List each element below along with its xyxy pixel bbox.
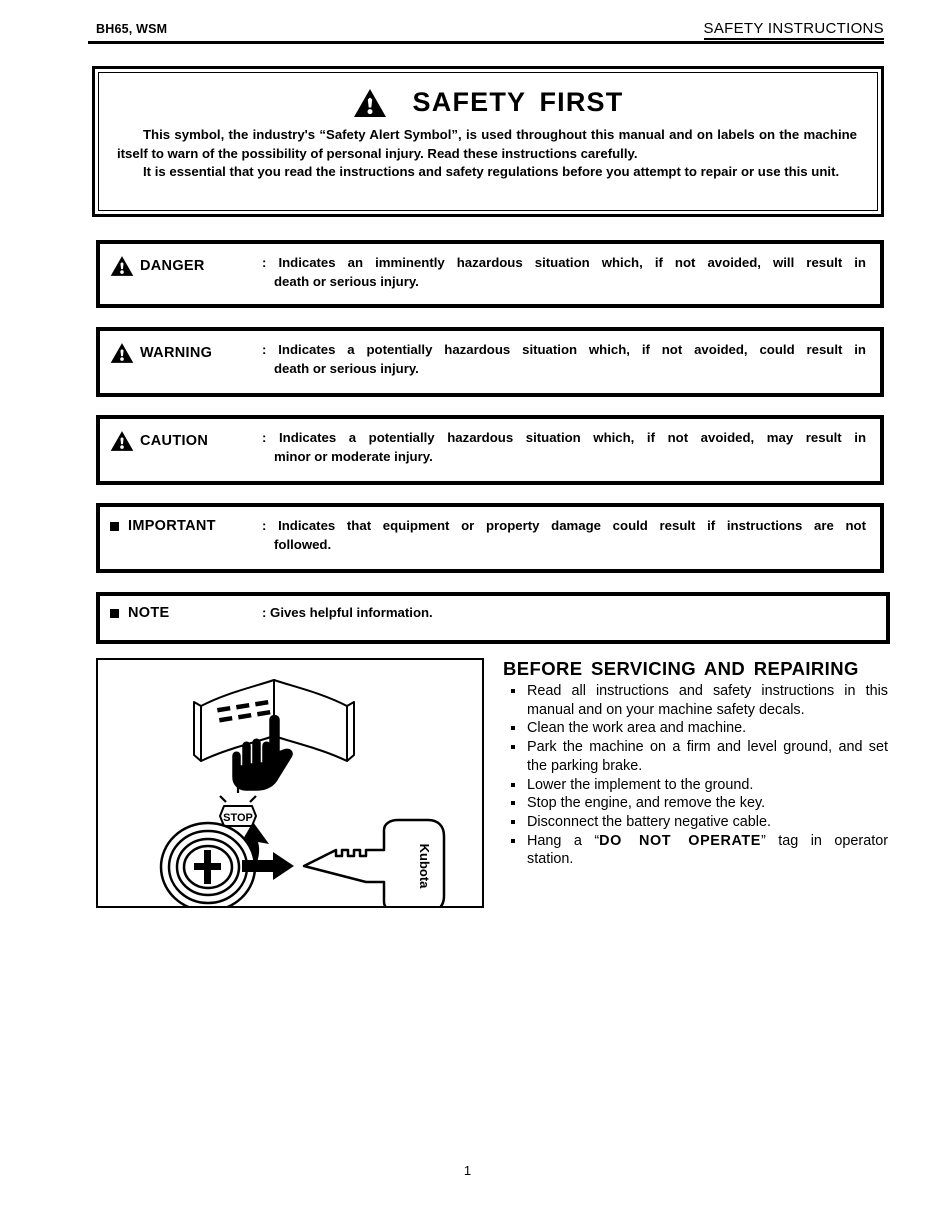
alert-text-line-1: : Gives helpful information. [262, 605, 433, 620]
alert-row [100, 419, 880, 476]
list-item-text [527, 682, 888, 719]
alert-text-line-1: : Indicates a potentially hazardous situation which, if not avoided, may result in [262, 430, 866, 445]
header-divider-rule [88, 41, 884, 44]
list-item-text [527, 738, 888, 775]
alert-text-danger [258, 254, 872, 291]
square-bullet-icon [511, 839, 515, 843]
alert-row [100, 331, 880, 388]
list-item-line-1: Park the machine on a firm and level ground, and set [527, 739, 888, 756]
list-item-line-1-pre: Hang a “ [527, 832, 600, 849]
list-item-text: Disconnect the battery negative cable. [527, 814, 771, 831]
alert-text-warning [258, 341, 872, 378]
before-servicing-list [503, 682, 888, 869]
square-bullet-icon [511, 820, 515, 824]
list-item-text: Lower the implement to the ground. [527, 776, 754, 793]
list-item-text: Stop the engine, and remove the key. [527, 795, 766, 812]
alert-label-cell-warning [110, 341, 258, 364]
list-item-line-1: Read all instructions and safety instructions in this [527, 683, 888, 699]
alert-label-important: IMPORTANT [128, 518, 216, 534]
do-not-operate-emphasis: DO NOT OPERATE [599, 832, 761, 849]
square-bullet-icon [511, 689, 515, 693]
alert-label-cell-important [110, 517, 258, 534]
before-servicing-section [503, 658, 888, 869]
list-item-line-2: station. [527, 851, 574, 868]
list-item [503, 719, 888, 738]
alert-text-caution [258, 429, 872, 466]
square-bullet-icon [511, 726, 515, 730]
page-number: 1 [463, 1163, 472, 1178]
safety-first-paragraph-1: This symbol, the industry's “Safety Alert Symbol”, is used throughout this manual and on labels on the machine itself to warn of the possibility of personal injury. Read these instructions carefully. [117, 127, 857, 161]
black-square-bullet-icon [110, 609, 119, 618]
alert-label-cell-caution [110, 429, 258, 452]
alert-label-caution: CAUTION [140, 433, 209, 449]
header-model-label: BH65, WSM [96, 22, 168, 36]
alert-text-line-1: : Indicates that equipment or property damage could result if instructions are not [262, 518, 866, 533]
page-footer [0, 1163, 935, 1178]
stop-badge-label: STOP [223, 812, 253, 824]
list-item [503, 682, 888, 719]
safety-first-title: SAFETY FIRST [412, 87, 624, 117]
safety-alert-triangle-icon [110, 430, 134, 452]
list-item-line-1 [527, 832, 888, 851]
alert-text-note [258, 604, 878, 623]
safety-alert-triangle-icon [110, 342, 134, 364]
alert-label-cell-danger [110, 254, 258, 277]
safety-alert-triangle-icon [353, 88, 387, 118]
list-item [503, 794, 888, 813]
header-section-title: SAFETY INSTRUCTIONS [704, 20, 884, 40]
list-item-text: Clean the work area and machine. [527, 720, 747, 737]
alert-text-line-1: : Indicates a potentially hazardous situation which, if not avoided, could result in [262, 342, 866, 357]
alert-row [100, 244, 880, 301]
square-bullet-icon [511, 745, 515, 749]
list-item-line-1-post: ” tag in operator [760, 832, 888, 849]
alert-text-line-2: followed. [274, 536, 332, 552]
list-item [503, 776, 888, 795]
read-manual-and-remove-key-illustration [98, 660, 482, 906]
alert-box-caution [96, 415, 884, 485]
alert-label-warning: WARNING [140, 345, 213, 361]
alert-text-line-2: death or serious injury. [274, 360, 419, 376]
alert-box-note [96, 592, 890, 644]
alert-label-cell-note [110, 604, 258, 621]
list-item [503, 832, 888, 869]
alert-row [100, 596, 886, 631]
alert-box-danger [96, 240, 884, 308]
list-item-text [527, 832, 888, 869]
alert-text-line-1: : Indicates an imminently hazardous situation which, if not avoided, will result in [262, 255, 866, 270]
black-square-bullet-icon [110, 522, 119, 531]
square-bullet-icon [511, 801, 515, 805]
alert-text-line-2: minor or moderate injury. [274, 448, 433, 464]
safety-first-title-row [113, 87, 863, 118]
alert-box-important [96, 503, 884, 573]
safety-first-paragraph-2: It is essential that you read the instructions and safety regulations before you attempt to repair or use this unit. [143, 164, 840, 180]
safety-illustration-panel [96, 658, 484, 908]
alert-label-danger: DANGER [140, 258, 205, 274]
square-bullet-icon [511, 783, 515, 787]
list-item [503, 813, 888, 832]
before-servicing-heading: BEFORE SERVICING AND REPAIRING [503, 658, 859, 679]
safety-first-inner-frame [98, 72, 878, 211]
list-item [503, 738, 888, 775]
safety-alert-triangle-icon [110, 255, 134, 277]
key-brand-label: Kubota [417, 843, 432, 889]
safety-first-panel [92, 66, 884, 217]
alert-text-important [258, 517, 872, 554]
alert-text-line-2: death or serious injury. [274, 273, 419, 289]
list-item-line-2: manual and on your machine safety decals. [527, 701, 805, 718]
list-item-line-2: the parking brake. [527, 757, 643, 774]
alert-label-note: NOTE [128, 605, 170, 621]
alert-row [100, 507, 880, 564]
alert-box-warning [96, 327, 884, 397]
